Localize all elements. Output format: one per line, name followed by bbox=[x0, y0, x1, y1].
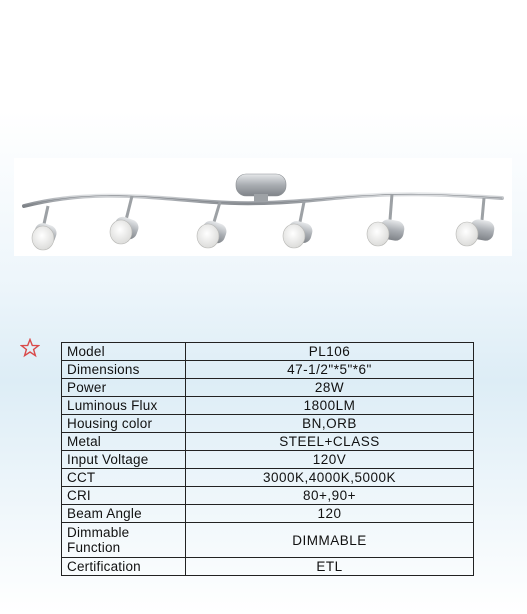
spec-value: 1800LM bbox=[186, 397, 474, 415]
spec-value: 3000K,4000K,5000K bbox=[186, 469, 474, 487]
spec-value: 47-1/2"*5"*6" bbox=[186, 361, 474, 379]
spec-label: Luminous Flux bbox=[62, 397, 186, 415]
spotlight-1 bbox=[31, 206, 59, 250]
product-photo bbox=[14, 158, 512, 256]
spec-value: PL106 bbox=[186, 343, 474, 361]
spec-label: CRI bbox=[62, 487, 186, 505]
spec-value: DIMMABLE bbox=[186, 523, 474, 558]
track-light-illustration bbox=[14, 158, 512, 256]
star-outline-icon bbox=[20, 338, 40, 358]
spec-label: Beam Angle bbox=[62, 505, 186, 523]
spec-label: CCT bbox=[62, 469, 186, 487]
spotlight-5 bbox=[367, 194, 406, 246]
spec-label: Housing color bbox=[62, 415, 186, 433]
spec-value: 80+,90+ bbox=[186, 487, 474, 505]
spec-row-beam-angle bbox=[62, 505, 474, 523]
spec-row-cri bbox=[62, 487, 474, 505]
spec-row-dimmable-function bbox=[62, 523, 474, 558]
spec-label: Certification bbox=[62, 558, 186, 576]
spec-value: BN,ORB bbox=[186, 415, 474, 433]
spec-value: 120V bbox=[186, 451, 474, 469]
spec-label: Dimmable Function bbox=[62, 523, 186, 558]
spec-row-dimensions bbox=[62, 361, 474, 379]
spec-row-housing-color bbox=[62, 415, 474, 433]
spec-row-certification bbox=[62, 558, 474, 576]
spec-label: Model bbox=[62, 343, 186, 361]
spec-label: Power bbox=[62, 379, 186, 397]
canopy bbox=[236, 174, 286, 202]
spec-row-input-voltage bbox=[62, 451, 474, 469]
spotlight-4 bbox=[283, 202, 314, 248]
spec-row-luminous-flux bbox=[62, 397, 474, 415]
spec-label: Metal bbox=[62, 433, 186, 451]
spotlight-6 bbox=[456, 198, 496, 246]
spec-label: Input Voltage bbox=[62, 451, 186, 469]
spec-value: STEEL+CLASS bbox=[186, 433, 474, 451]
spec-table bbox=[61, 342, 474, 576]
spec-row-model bbox=[62, 343, 474, 361]
spec-value: ETL bbox=[186, 558, 474, 576]
spec-row-cct bbox=[62, 469, 474, 487]
spec-row-metal bbox=[62, 433, 474, 451]
spotlight-2 bbox=[110, 196, 141, 244]
spec-row-power bbox=[62, 379, 474, 397]
spec-label: Dimensions bbox=[62, 361, 186, 379]
spec-value: 120 bbox=[186, 505, 474, 523]
spotlight-3 bbox=[197, 202, 229, 248]
spec-value: 28W bbox=[186, 379, 474, 397]
